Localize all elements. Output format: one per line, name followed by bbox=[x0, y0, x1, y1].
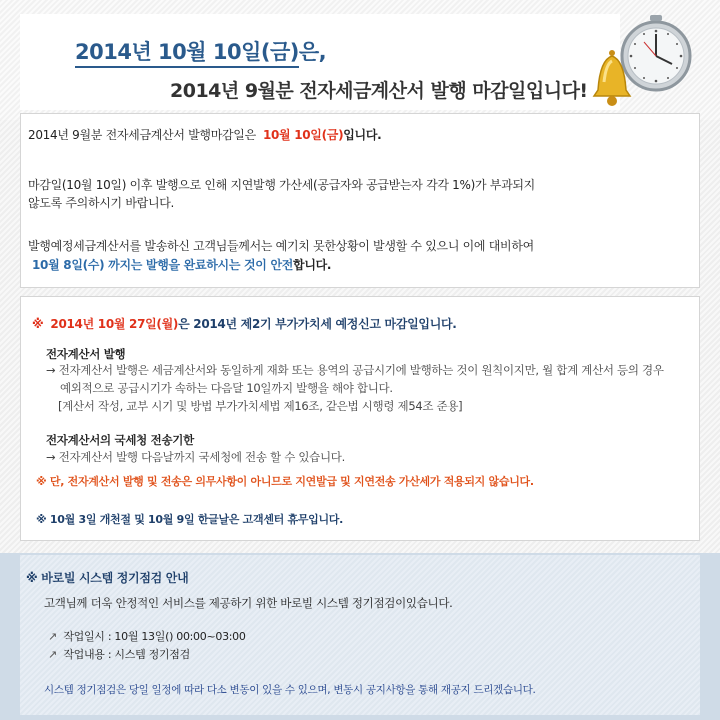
arrow-icon: ↗ bbox=[48, 648, 57, 661]
vat-heading-rest: 은 2014년 제2기 부가가치세 예정신고 마감일입니다. bbox=[178, 317, 457, 331]
penalty-line-2: 않도록 주의하시기 바랍니다. bbox=[28, 196, 175, 210]
content-text: 작업내용 : 시스템 정기점검 bbox=[63, 648, 190, 661]
header-banner bbox=[0, 0, 720, 120]
maintenance-item-schedule bbox=[48, 628, 246, 646]
deadline-line-suffix: 입니다. bbox=[343, 128, 382, 142]
header-panel bbox=[20, 14, 620, 110]
alarm-clock-bell-icon bbox=[580, 12, 710, 117]
deadline-line bbox=[28, 126, 381, 144]
vat-heading-date: 2014년 10월 27일(월) bbox=[50, 317, 179, 331]
deadline-line-prefix: 2014년 9월분 전자세금계산서 발행마감일은 bbox=[28, 128, 256, 142]
subsection-title-transmit: 전자계산서의 국세청 전송기한 bbox=[46, 433, 194, 447]
title-date: 2014년 10월 10일(금) bbox=[75, 40, 299, 68]
holiday-note: ※ 10월 3일 개천절 및 10월 9일 한글날은 고객센터 휴무입니다. bbox=[36, 513, 344, 526]
advice-suffix: 합니다. bbox=[293, 258, 332, 272]
vat-heading-mark: ※ bbox=[32, 317, 44, 331]
penalty-line-1: 마감일(10월 10일) 이후 발행으로 인해 지연발행 가산세(공급자와 공급받는자 각각 1%)가 부과되지 bbox=[28, 178, 535, 192]
subsection-title-issue: 전자계산서 발행 bbox=[46, 347, 126, 361]
arrow-icon: ↗ bbox=[48, 630, 57, 643]
deadline-date: 10월 10일(금) bbox=[262, 128, 344, 142]
advice-line-1: 발행예정세금계산서를 발송하신 고객님들께서는 예기치 못한상황이 발생할 수 있으니 이에 대비하여 bbox=[28, 239, 534, 253]
issue-line-3: [계산서 작성, 교부 시기 및 방법 부가가치세법 제16조, 같은법 시행령 제54조 준용] bbox=[58, 399, 463, 413]
caution-note: ※ 단, 전자계산서 발행 및 전송은 의무사항이 아니므로 지연발급 및 지연전송 가산세가 적용되지 않습니다. bbox=[36, 475, 534, 488]
schedule-text: 작업일시 : 10월 13일() 00:00~03:00 bbox=[63, 630, 246, 643]
transmit-line-1: → 전자계산서 발행 다음날까지 국세청에 전송 할 수 있습니다. bbox=[46, 450, 345, 464]
page-title-date bbox=[75, 36, 326, 66]
advice-highlight: 10월 8일(수) 까지는 발행을 완료하시는 것이 안전 bbox=[32, 258, 294, 272]
maintenance-intro: 고객님께 더욱 안정적인 서비스를 제공하기 위한 바로빌 시스템 정기점검이있습니다. bbox=[44, 596, 453, 610]
page-title: 2014년 9월분 전자세금계산서 발행 마감일입니다! bbox=[170, 80, 588, 102]
issue-line-2: 예외적으로 공급시기가 속하는 다음달 10일까지 발행을 해야 합니다. bbox=[60, 381, 393, 395]
maintenance-item-content bbox=[48, 646, 190, 664]
maintenance-heading: ※ 바로빌 시스템 정기점검 안내 bbox=[26, 571, 189, 585]
advice-line-2 bbox=[32, 256, 331, 274]
maintenance-footer: 시스템 정기점검은 당일 일정에 따라 다소 변동이 있을 수 있으며, 변동시 공지사항을 통해 재공지 드리겠습니다. bbox=[44, 684, 536, 696]
issue-line-1: → 전자계산서 발행은 세금계산서와 동일하게 재화 또는 용역의 공급시기에 발행하는 것이 원칙이지만, 월 합계 계산서 등의 경우 bbox=[46, 363, 664, 377]
title-suffix: 은, bbox=[298, 40, 327, 64]
vat-heading bbox=[32, 315, 457, 333]
